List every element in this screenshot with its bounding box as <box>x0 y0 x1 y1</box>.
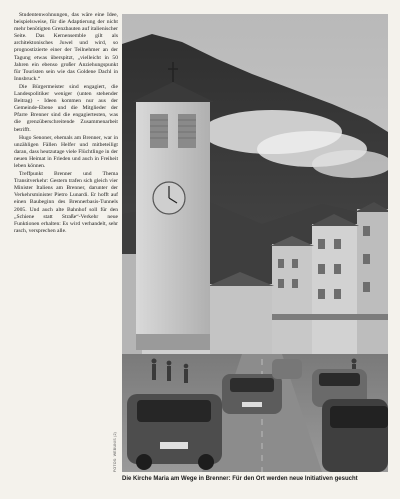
photo-caption: Die Kirche Maria am Wege in Brenner: Für den Ort werden neue Initiativen gesucht <box>122 476 358 482</box>
photo-credit: FOTOS: WEBUNIS (2) <box>113 431 117 472</box>
article-text-column <box>14 12 118 235</box>
article-paragraph: Treffpunkt Brenner und Thema Transitverkehr: Gestern trafen sich gleich vier Minister Italiens am Brenner, darunter der Verkehrsminister Pietro Lunardi. Er hofft auf einen Baubeginn des Brennerbasis-Tunnels 2005. Und auch alte Bahnhof soll für den „Schiene statt Straße“-Verkehr neue Funktionen erhalten: Es wird verhandelt, sehr rasch, versprechen alle. <box>14 171 118 234</box>
article-paragraph: Hugo Senoner, ehemals am Brenner, war in unzähligen Fällen Helfer und mitbeteiligt daran, dass heutzutage viele Flüchtlinge in der neuen Heimat in Frieden und auch in Freiheit leben können. <box>14 134 118 169</box>
article-paragraph: Die Bürgermeister sind engagiert, die Landespolitiker weniger (unten stehender Beitrag) - Ideen kommen nur aus der Gemeinde-Ebene und die Mitglieder der Pfarre Brenner sind die engagiertesten, was die grenzüberschreitende Zusammenarbeit betrifft. <box>14 83 118 133</box>
article-paragraph: Studentenwohnungen, das wäre eine Idee, beispielsweise, für die Adaptierung der nicht mehr benötigten Grenzbauten auf italienischer Seite. Das Kernensemble gilt als architektonisches Juwel und wird, so prognostizierte einer der Teilnehmer an der Tagung etwas überspitzt, „vielleicht in 50 Jahren ein ebenso großer Anziehungspunkt für Touristen sein wie das Goldene Dachl in Innsbruck.“ <box>14 12 118 82</box>
church-street-photo <box>122 14 388 472</box>
